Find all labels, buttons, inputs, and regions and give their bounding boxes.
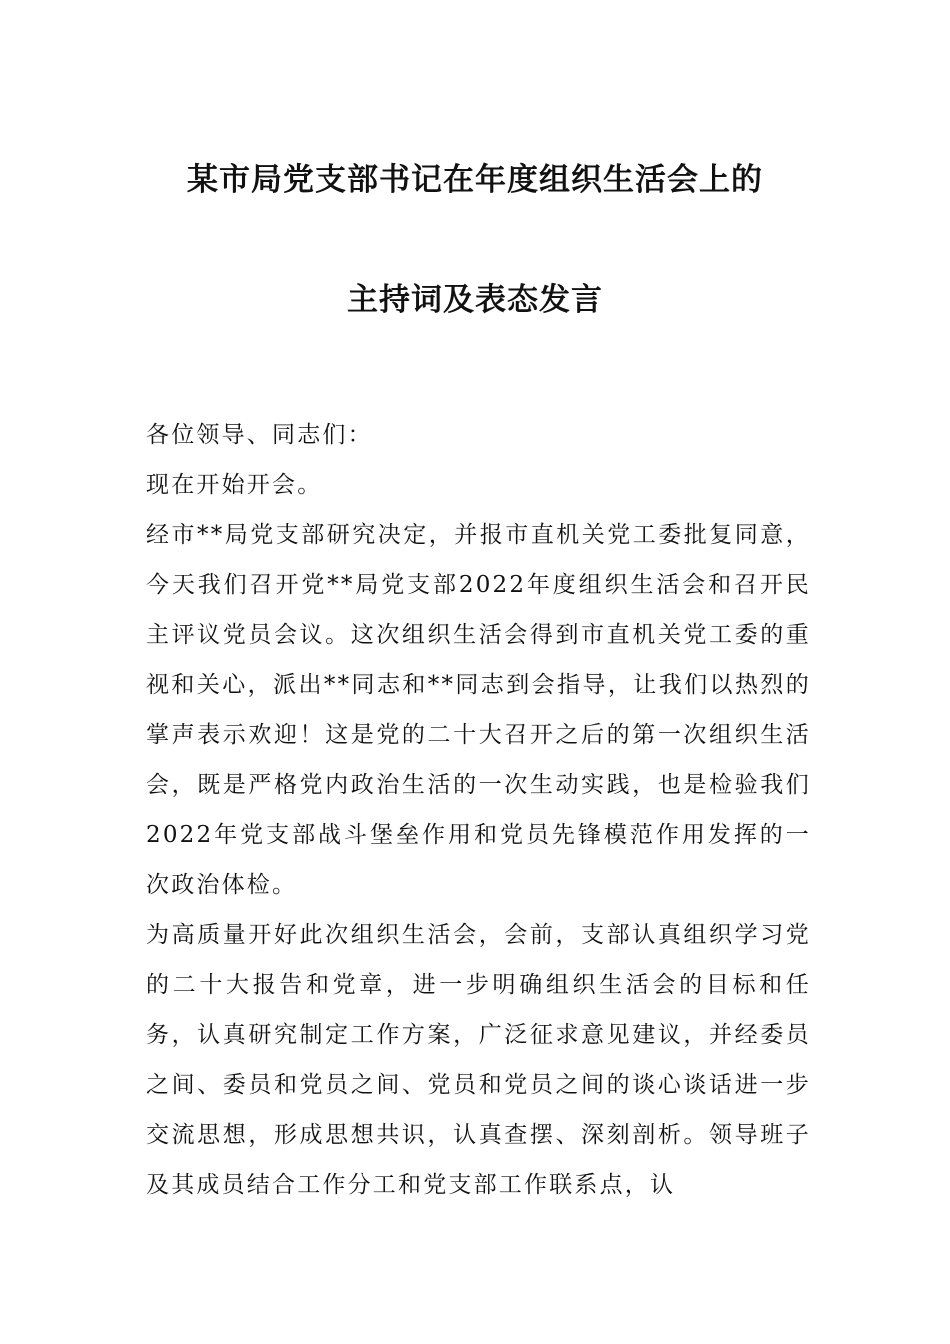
document-body	[146, 410, 811, 1210]
preparation-paragraph: 为高质量开好此次组织生活会，会前，支部认真组织学习党的二十大报告和党章，进一步明确组织生活会的目标和任务，认真研究制定工作方案，广泛征求意见建议，并经委员之间、委员和党员之间、党员和党员之间的谈心谈话进一步交流思想，形成思想共识，认真查摆、深刻剖析。领导班子及其成员结合工作分工和党支部工作联系点，认	[146, 922, 811, 1198]
document-title-line-1: 某市局党支部书记在年度组织生活会上的	[187, 162, 763, 198]
background-paragraph: 经市**局党支部研究决定，并报市直机关党工委批复同意，今天我们召开党**局党支部2022年度组织生活会和召开民主评议党员会议。这次组织生活会得到市直机关党工委的重视和关心，派出**同志和**同志到会指导，让我们以热烈的掌声表示欢迎！这是党的二十大召开之后的第一次组织生活会，既是严格党内政治生活的一次生动实践，也是检验我们2022年党支部战斗堡垒作用和党员先锋模范作用发挥的一次政治体检。	[146, 522, 811, 898]
document-title-line-2: 主持词及表态发言	[347, 282, 603, 318]
salutation-paragraph: 各位领导、同志们：	[146, 422, 373, 448]
opening-paragraph: 现在开始开会。	[146, 472, 323, 498]
